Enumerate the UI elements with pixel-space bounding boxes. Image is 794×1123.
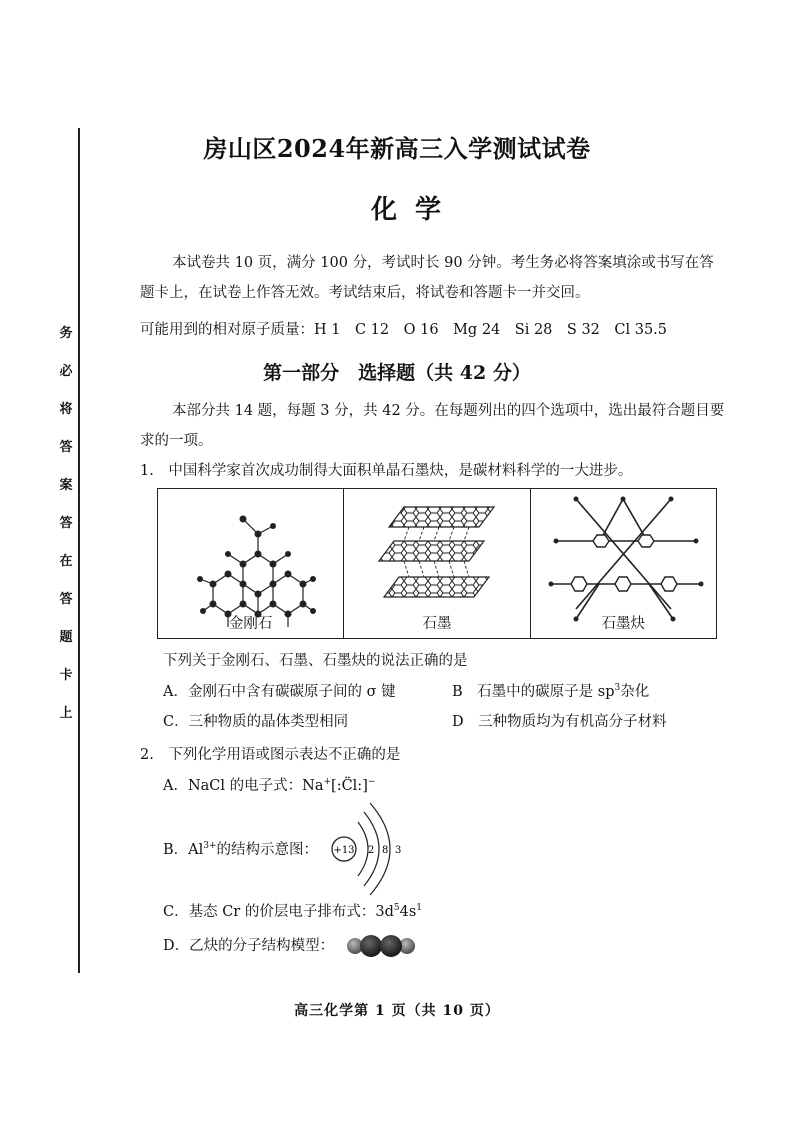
shell-3-count: 3 — [395, 845, 402, 856]
nucleus-charge: +13 — [333, 845, 355, 856]
q2-option-d: D．乙炔的分子结构模型： — [163, 938, 335, 954]
intro-line-1: 本试卷共 10 页，满分 100 分，考试时长 90 分钟。考生务必将答案填涂或书写在答 — [172, 255, 714, 271]
q1-option-c: C．三种物质的晶体类型相同 — [163, 714, 349, 730]
sidebar-char: 上 — [59, 706, 73, 721]
shell-2-count: 8 — [382, 845, 389, 856]
q1-option-b: B 石墨中的碳原子是 $sp^3$杂化 — [452, 683, 650, 700]
diamond-cell — [158, 489, 344, 638]
subject-title: 化学 — [370, 195, 459, 225]
binding-line — [78, 128, 80, 973]
sidebar-char: 答 — [59, 516, 73, 531]
q1-stem: 1. 中国科学家首次成功制得大面积单晶石墨炔，是碳材料科学的一大进步。 — [140, 463, 633, 479]
q2-option-b: B．$Al^{3+}$的结构示意图： — [163, 841, 319, 858]
graphite-label: 石墨 — [422, 616, 452, 632]
sidebar-char: 题 — [59, 630, 73, 645]
sidebar-char: 答 — [59, 440, 73, 455]
q1-figure-table — [157, 488, 717, 639]
q2-option-c: C．基态 Cr 的价层电子排布式：$3d^54s^1$ — [163, 903, 422, 920]
acetylene-model-diagram — [345, 933, 417, 959]
q1-option-d: D 三种物质均为有机高分子材料 — [452, 714, 667, 730]
part1-heading: 第一部分 选择题（共 42 分） — [263, 362, 531, 384]
atomic-masses: 可能用到的相对原子质量：H 1 C 12 O 16 Mg 24 Si 28 S 32 Cl 35.5 — [140, 322, 668, 338]
graphdiyne-label: 石墨炔 — [601, 616, 646, 632]
sidebar-char: 答 — [59, 592, 73, 607]
sidebar-char: 案 — [59, 478, 73, 493]
q2-stem: 2. 下列化学用语或图示表达不正确的是 — [140, 747, 401, 763]
sidebar-char: 务 — [59, 326, 73, 341]
sidebar-char: 将 — [59, 402, 73, 417]
page-title: 房山区2024年新高三入学测试试卷 — [203, 134, 591, 163]
graphdiyne-cell — [531, 489, 716, 638]
q1-option-a: A．金刚石中含有碳碳原子间的 σ 键 — [163, 684, 396, 700]
graphite-cell — [344, 489, 530, 638]
diamond-label: 金刚石 — [228, 616, 273, 632]
shell-1-count: 2 — [368, 845, 375, 856]
part1-desc-1: 本部分共 14 题，每题 3 分，共 42 分。在每题列出的四个选项中，选出最符合题目要 — [172, 403, 725, 419]
part1-desc-2: 求的一项。 — [140, 433, 213, 449]
page-footer: 高三化学第 1 页（共 10 页） — [294, 1003, 500, 1019]
sidebar-char: 卡 — [59, 668, 73, 683]
sidebar-char: 必 — [59, 364, 73, 379]
intro-line-2: 题卡上，在试卷上作答无效。考试结束后，将试卷和答题卡一并交回。 — [140, 285, 590, 301]
sidebar-char: 在 — [59, 554, 73, 569]
q1-prompt: 下列关于金刚石、石墨、石墨炔的说法正确的是 — [163, 653, 468, 669]
al-ion-structure-diagram — [326, 800, 416, 900]
q2-option-a: A．NaCl 的电子式：Na+[:C̈l:]− — [163, 777, 376, 794]
